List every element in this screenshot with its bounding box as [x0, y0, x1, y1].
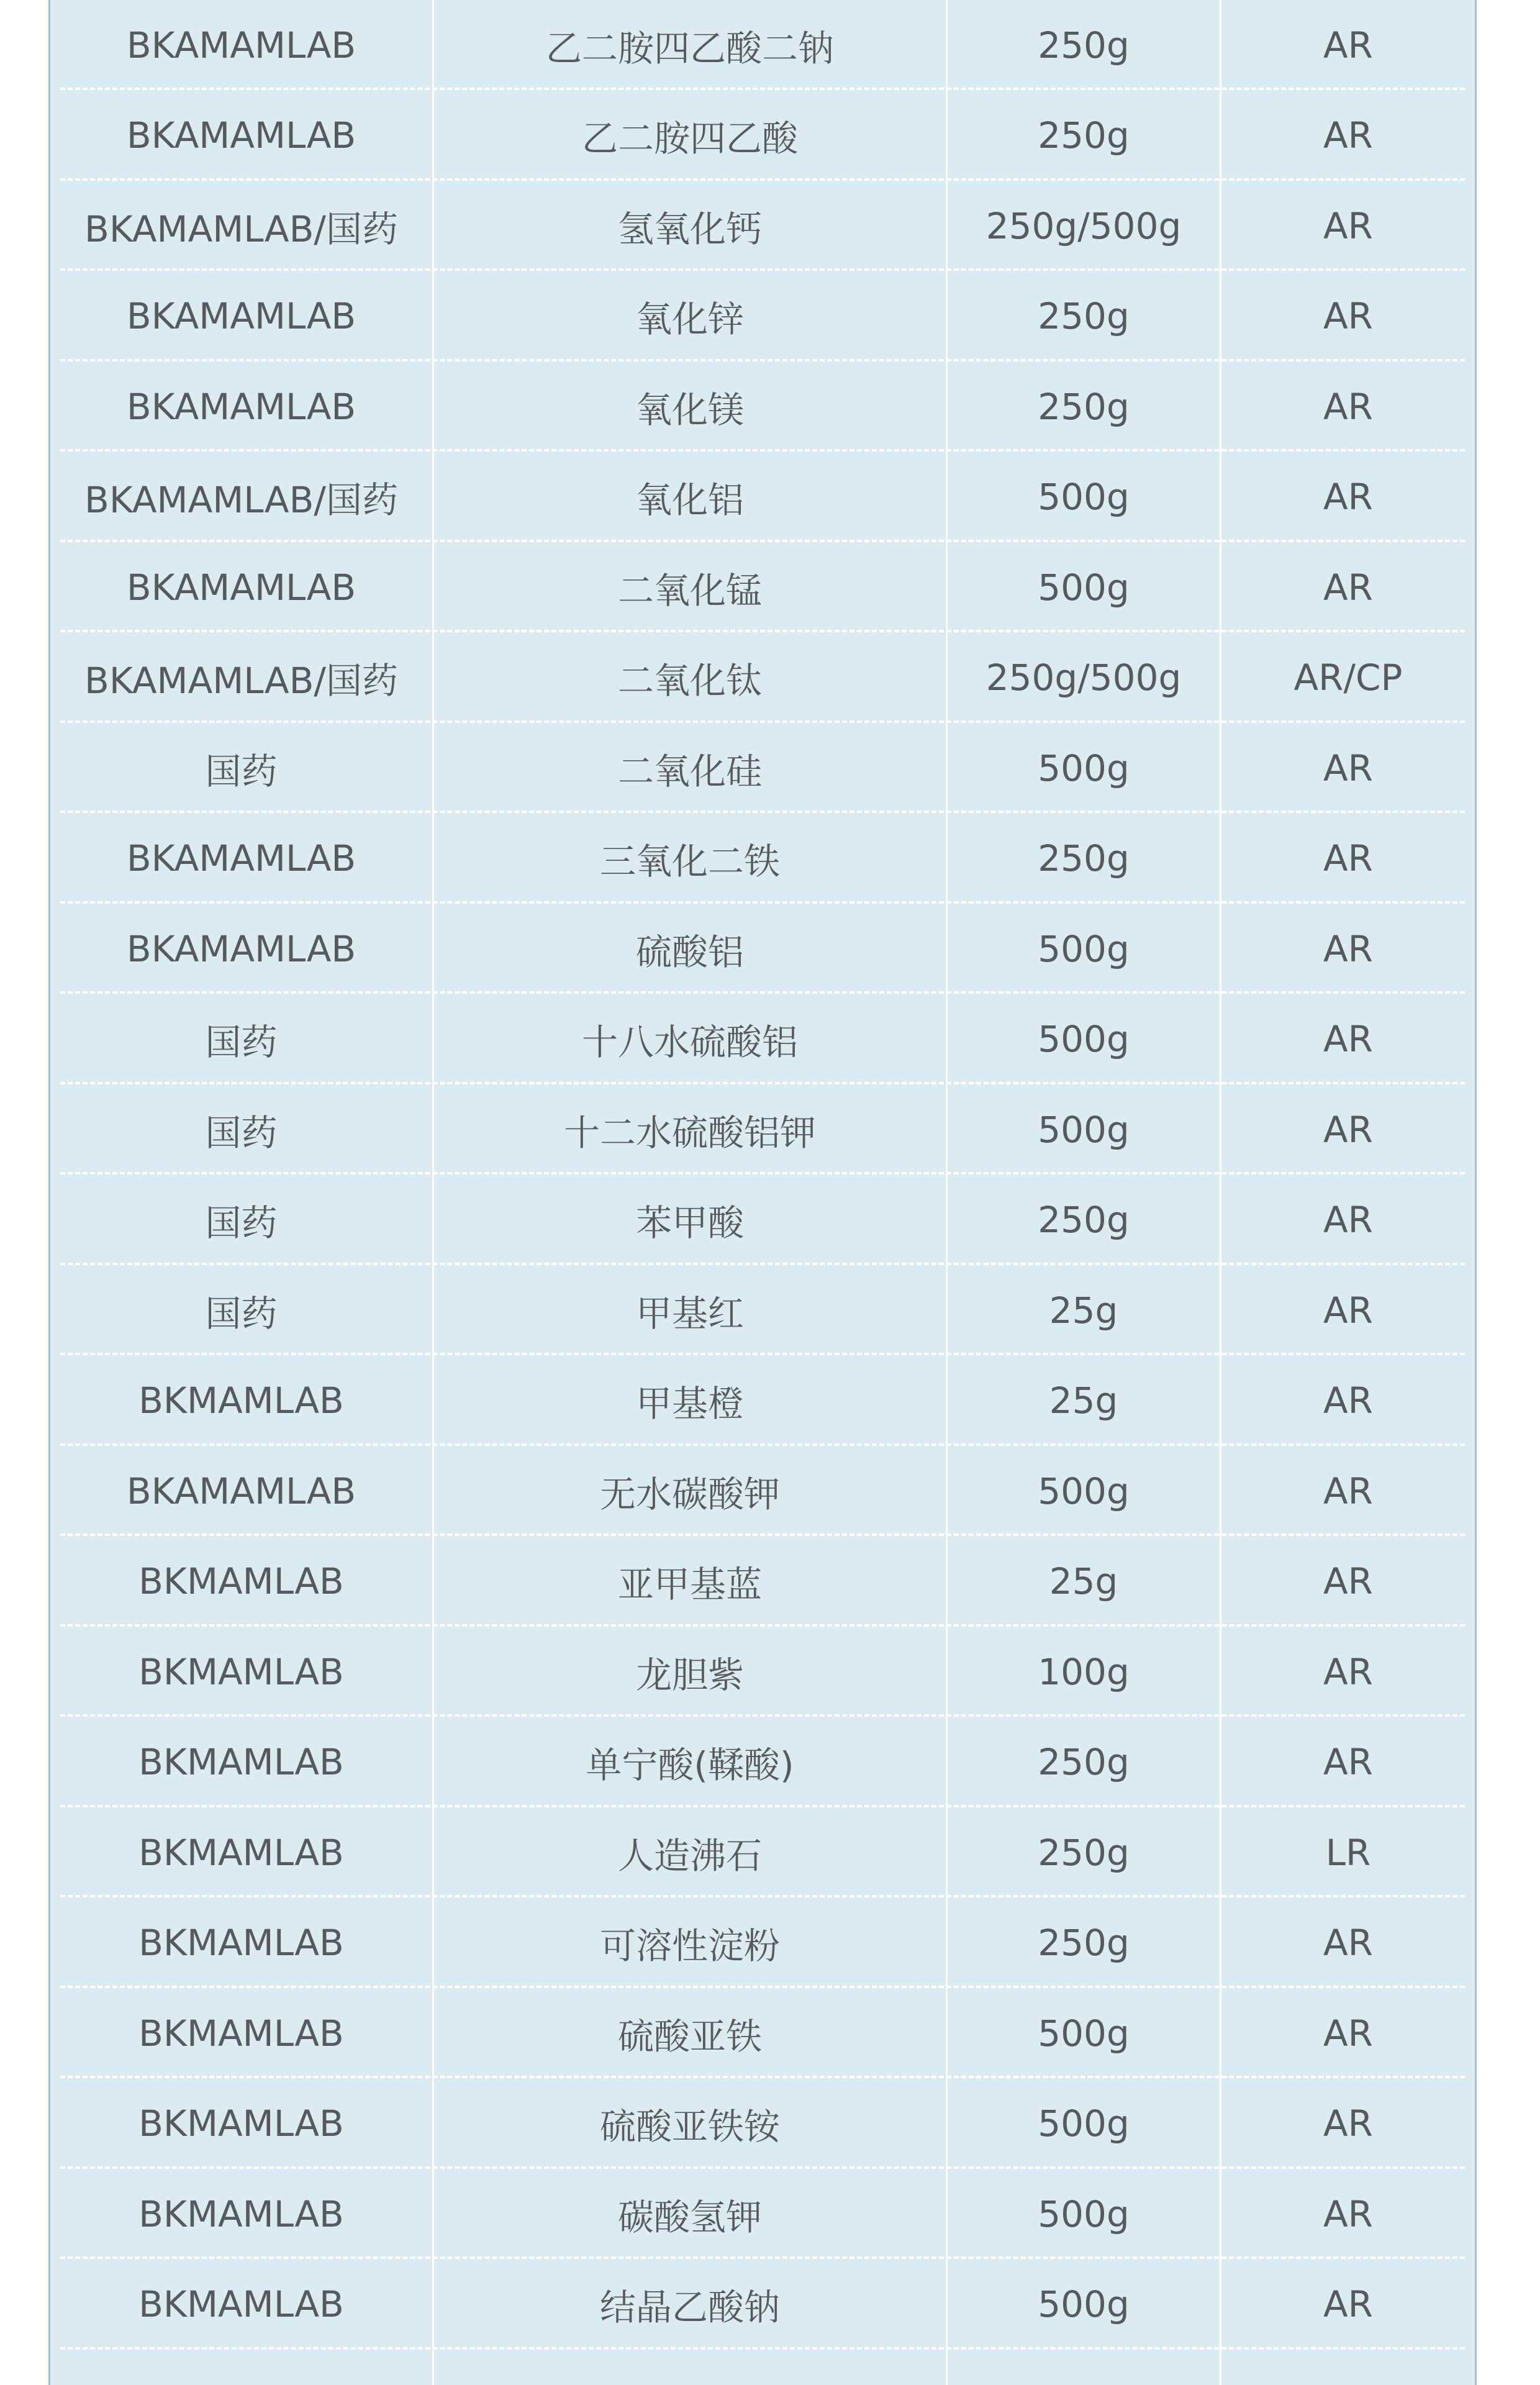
grade-cell: AR	[1323, 1289, 1373, 1332]
grade-cell: AR	[1323, 295, 1373, 337]
package-size-cell: 100g	[1038, 1650, 1130, 1693]
brand-cell: BKAMAMLAB/国药	[84, 660, 398, 702]
brand-cell: BKMAMLAB	[138, 1379, 344, 1422]
package-size-cell: 25g	[1049, 1560, 1118, 1602]
package-size-cell: 250g	[1038, 1831, 1130, 1874]
row-separator	[60, 1353, 1465, 1355]
product-table-panel	[48, 0, 1477, 2385]
product-name-cell: 三氧化二铁	[599, 840, 780, 883]
table-row	[50, 1084, 1475, 1174]
grade-cell: AR	[1323, 747, 1373, 789]
table-row	[50, 271, 1475, 361]
table-row	[50, 904, 1475, 994]
brand-cell: BKMAMLAB	[138, 1650, 344, 1693]
table-row	[50, 633, 1475, 723]
grade-cell: AR	[1323, 1108, 1373, 1151]
brand-cell: BKMAMLAB	[138, 1922, 344, 1964]
table-row	[50, 361, 1475, 452]
row-separator	[60, 1533, 1465, 1536]
grade-cell: AR	[1323, 1560, 1373, 1602]
grade-cell: AR	[1323, 1379, 1373, 1422]
row-separator	[60, 991, 1465, 994]
grade-cell: AR	[1323, 2012, 1373, 2055]
product-name-cell: 无水碳酸钾	[599, 1473, 780, 1515]
brand-cell: 国药	[205, 1292, 278, 1335]
brand-cell: BKAMAMLAB	[126, 1470, 356, 1512]
row-separator	[60, 1624, 1465, 1627]
grade-cell: AR	[1323, 114, 1373, 157]
row-separator	[60, 268, 1465, 271]
grade-cell: AR	[1323, 1018, 1373, 1060]
product-name-cell: 甲基红	[635, 1292, 744, 1335]
package-size-cell: 500g	[1038, 566, 1130, 609]
product-name-cell: 人造沸石	[617, 1834, 762, 1877]
brand-cell: BKMAMLAB	[138, 1831, 344, 1874]
package-size-cell: 25g	[1049, 1379, 1118, 1422]
table-row	[50, 1175, 1475, 1265]
row-separator	[60, 540, 1465, 542]
grade-cell: AR	[1323, 1922, 1373, 1964]
table-row	[50, 723, 1475, 813]
row-separator	[60, 1082, 1465, 1084]
table-row	[50, 91, 1475, 181]
table-row	[50, 994, 1475, 1084]
brand-cell: BKAMAMLAB/国药	[84, 207, 398, 250]
table-row	[50, 1446, 1475, 1536]
package-size-cell: 500g	[1038, 2283, 1130, 2325]
package-size-cell: 250g	[1038, 295, 1130, 337]
package-size-cell: 500g	[1038, 476, 1130, 518]
row-separator	[60, 630, 1465, 632]
row-separator	[60, 811, 1465, 813]
product-name-cell: 乙二胺四乙酸二钠	[545, 27, 834, 70]
brand-cell: BKAMAMLAB	[126, 24, 356, 66]
package-size-cell: 500g	[1038, 2102, 1130, 2145]
brand-cell: BKMAMLAB	[138, 1560, 344, 1602]
product-name-cell: 氢氧化钙	[617, 207, 762, 250]
product-name-cell: 二氧化钛	[617, 660, 762, 702]
package-size-cell: 250g	[1038, 837, 1130, 879]
brand-cell: 国药	[205, 1111, 278, 1154]
package-size-cell: 250g/500g	[985, 204, 1182, 247]
table-row	[50, 2260, 1475, 2350]
package-size-cell: 25g	[1049, 1289, 1118, 1332]
brand-cell: BKAMAMLAB	[126, 927, 356, 970]
row-separator	[60, 449, 1465, 452]
package-size-cell: 250g	[1038, 1741, 1130, 1783]
product-name-cell: 硫酸亚铁	[617, 2015, 762, 2058]
package-size-cell: 250g	[1038, 24, 1130, 66]
grade-cell: AR	[1323, 24, 1373, 66]
row-separator	[60, 1805, 1465, 1807]
product-name-cell: 苯甲酸	[635, 1202, 744, 1244]
grade-cell: AR	[1323, 1199, 1373, 1241]
brand-cell: BKAMAMLAB	[126, 566, 356, 609]
row-separator	[60, 1443, 1465, 1446]
product-name-cell: 可溶性淀粉	[599, 1925, 780, 1967]
row-separator	[60, 901, 1465, 904]
brand-cell: BKMAMLAB	[138, 2192, 344, 2235]
package-size-cell: 500g	[1038, 927, 1130, 970]
package-size-cell: 250g	[1038, 1922, 1130, 1964]
brand-cell: BKMAMLAB	[138, 2283, 344, 2325]
table-row	[50, 1356, 1475, 1446]
row-separator	[60, 1714, 1465, 1717]
product-name-cell: 十八水硫酸铝	[581, 1021, 798, 1063]
product-name-cell: 氧化锌	[635, 298, 744, 340]
grade-cell: AR	[1323, 927, 1373, 970]
grade-cell: AR	[1323, 2283, 1373, 2325]
grade-cell: AR	[1323, 837, 1373, 879]
brand-cell: 国药	[205, 750, 278, 793]
row-separator	[60, 1263, 1465, 1265]
product-name-cell: 十二水硫酸铝钾	[563, 1111, 816, 1154]
table-row	[50, 814, 1475, 904]
table-row	[50, 1537, 1475, 1627]
row-separator	[60, 2347, 1465, 2350]
brand-cell: 国药	[205, 1202, 278, 1244]
product-name-cell: 氧化镁	[635, 388, 744, 431]
row-separator	[60, 2256, 1465, 2259]
brand-cell: BKMAMLAB	[138, 1741, 344, 1783]
table-row	[50, 1807, 1475, 1897]
table-row	[50, 1898, 1475, 1988]
product-name-cell: 结晶乙酸钠	[599, 2286, 780, 2328]
row-separator	[60, 178, 1465, 181]
package-size-cell: 250g	[1038, 1199, 1130, 1241]
package-size-cell: 500g	[1038, 1018, 1130, 1060]
grade-cell: AR	[1323, 1650, 1373, 1693]
product-name-cell: 硫酸亚铁铵	[599, 2106, 780, 2148]
grade-cell: AR	[1323, 2192, 1373, 2235]
row-separator	[60, 720, 1465, 723]
grade-cell: AR	[1323, 1741, 1373, 1783]
brand-cell: BKAMAMLAB	[126, 114, 356, 157]
package-size-cell: 500g	[1038, 1108, 1130, 1151]
table-row	[50, 1265, 1475, 1355]
table-row	[50, 2169, 1475, 2259]
brand-cell: BKAMAMLAB/国药	[84, 479, 398, 521]
row-separator	[60, 2076, 1465, 2078]
product-name-cell: 硫酸铝	[635, 930, 744, 973]
package-size-cell: 500g	[1038, 747, 1130, 789]
product-name-cell: 亚甲基蓝	[617, 1563, 762, 1606]
brand-cell: BKMAMLAB	[138, 2102, 344, 2145]
grade-cell: AR	[1323, 1470, 1373, 1512]
product-name-cell: 甲基橙	[635, 1383, 744, 1425]
table-row	[50, 181, 1475, 271]
package-size-cell: 500g	[1038, 2192, 1130, 2235]
row-separator	[60, 2166, 1465, 2169]
grade-cell: AR	[1323, 2102, 1373, 2145]
product-name-cell: 龙胆紫	[635, 1653, 744, 1696]
table-row	[50, 1717, 1475, 1807]
package-size-cell: 250g	[1038, 114, 1130, 157]
brand-cell: BKAMAMLAB	[126, 837, 356, 879]
row-separator	[60, 88, 1465, 90]
product-name-cell: 碳酸氢钾	[617, 2196, 762, 2238]
row-separator	[60, 1895, 1465, 1897]
row-separator	[60, 359, 1465, 361]
brand-cell: BKAMAMLAB	[126, 385, 356, 428]
brand-cell: BKAMAMLAB	[126, 295, 356, 337]
grade-cell: AR	[1323, 385, 1373, 428]
table-row	[50, 542, 1475, 632]
grade-cell: AR	[1323, 204, 1373, 247]
product-name-cell: 二氧化锰	[617, 569, 762, 612]
grade-cell: AR/CP	[1293, 656, 1403, 699]
package-size-cell: 500g	[1038, 2012, 1130, 2055]
package-size-cell: 250g	[1038, 385, 1130, 428]
grade-cell: LR	[1325, 1831, 1371, 1874]
table-row	[50, 1988, 1475, 2078]
brand-cell: BKMAMLAB	[138, 2012, 344, 2055]
product-name-cell: 氧化铝	[635, 479, 744, 521]
product-name-cell: 二氧化硅	[617, 750, 762, 793]
grade-cell: AR	[1323, 566, 1373, 609]
row-separator	[60, 1172, 1465, 1174]
package-size-cell: 500g	[1038, 1470, 1130, 1512]
product-name-cell: 单宁酸(鞣酸)	[586, 1744, 794, 1786]
table-row	[50, 1627, 1475, 1717]
package-size-cell: 250g/500g	[985, 656, 1182, 699]
table-row	[50, 0, 1475, 90]
table-row	[50, 2079, 1475, 2169]
product-name-cell: 乙二胺四乙酸	[581, 117, 798, 160]
row-separator	[60, 1986, 1465, 1988]
brand-cell: 国药	[205, 1021, 278, 1063]
grade-cell: AR	[1323, 476, 1373, 518]
table-row	[50, 452, 1475, 542]
